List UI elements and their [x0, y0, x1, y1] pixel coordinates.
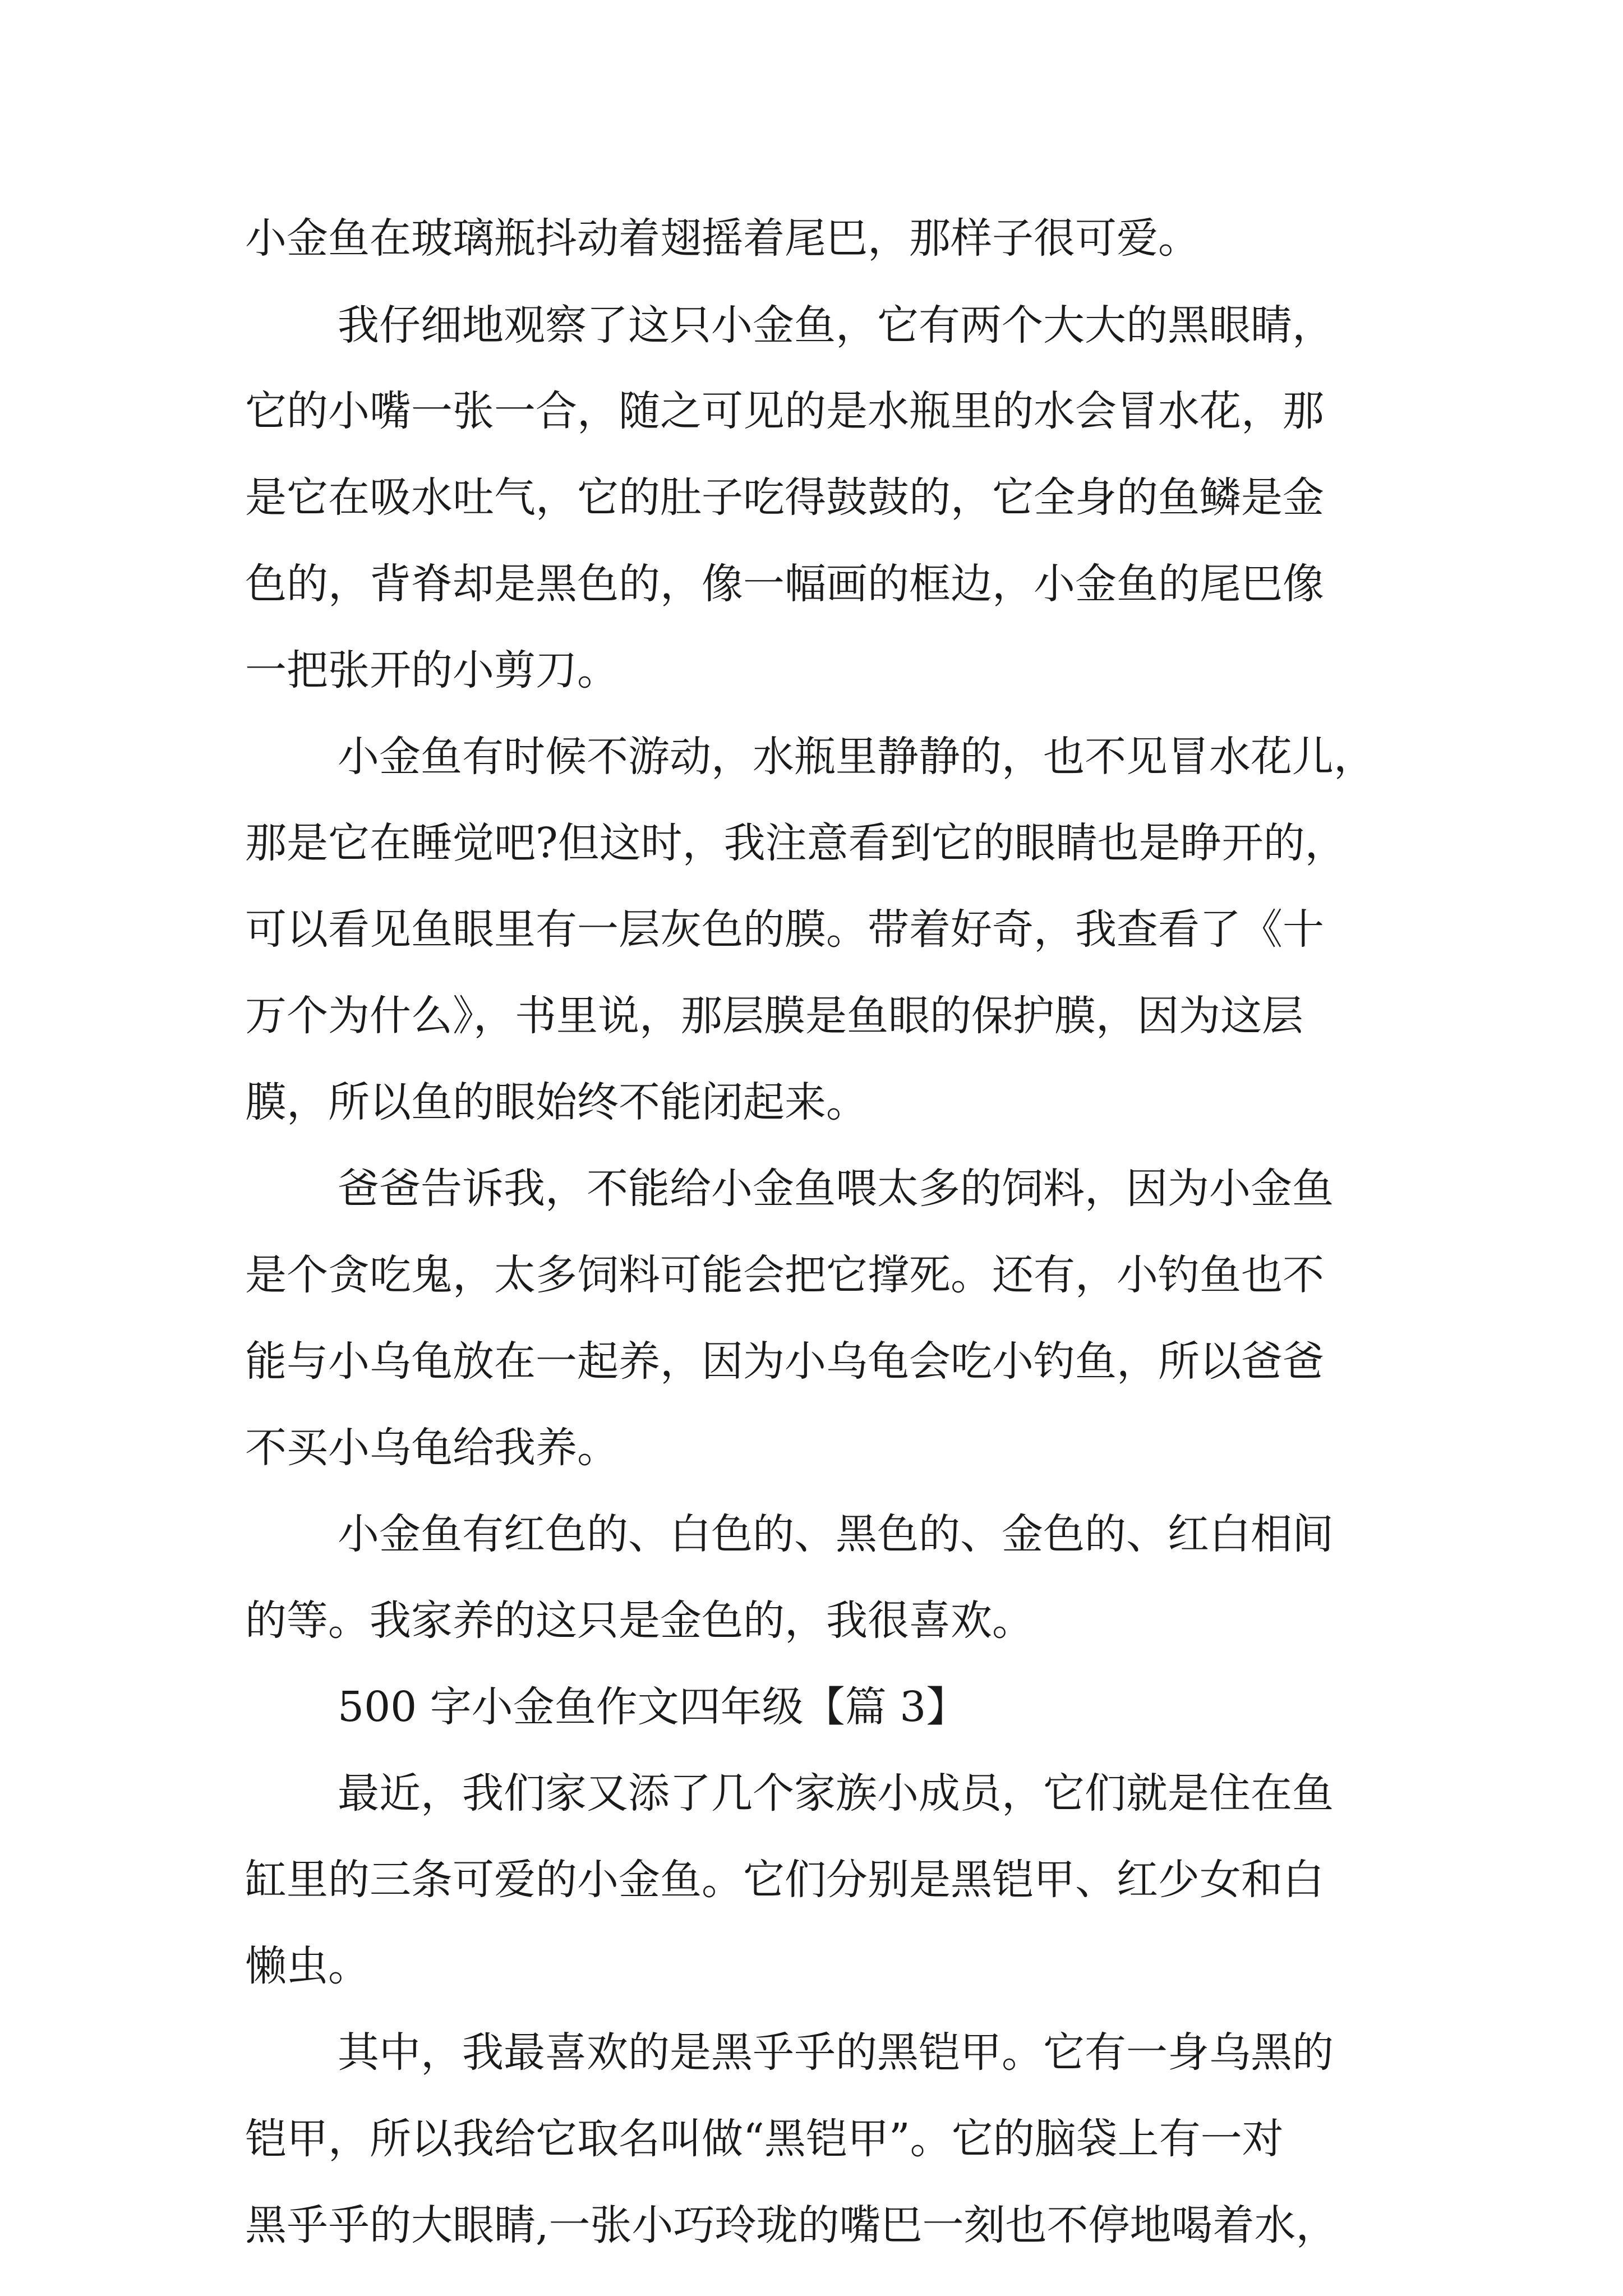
text-line-content: 那是它在睡觉吧?但这时，我注意看到它的眼睛也是睁开的， [245, 819, 1347, 867]
text-line [0, 1420, 1623, 1476]
text-line-content: 我仔细地观察了这只小金鱼，它有两个大大的黑眼睛， [338, 301, 1334, 349]
section-heading [0, 1679, 1623, 1735]
text-line [0, 988, 1623, 1044]
text-line [0, 1938, 1623, 1994]
text-line-content: 它的小嘴一张一合，随之可见的是水瓶里的水会冒水花，那 [245, 387, 1324, 435]
text-line [0, 1074, 1623, 1130]
text-line-content: 黑乎乎的大眼睛,一张小巧玲珑的嘴巴一刻也不停地喝着水， [245, 2201, 1338, 2249]
paragraph-first-line [0, 1765, 1623, 1821]
text-line [0, 383, 1623, 439]
text-line-content: 懒虫。 [245, 1942, 370, 1990]
text-line [0, 210, 1623, 266]
text-line-content: 是个贪吃鬼，太多饲料可能会把它撑死。还有，小钓鱼也不 [245, 1251, 1324, 1299]
text-line [0, 1333, 1623, 1389]
text-line-content: 铠甲，所以我给它取名叫做“黑铠甲”。它的脑袋上有一对 [245, 2115, 1284, 2163]
text-line [0, 815, 1623, 871]
section-heading-text: 500 字小金鱼作文四年级【篇 3】 [338, 1683, 968, 1731]
text-line-content: 爸爸告诉我，不能给小金鱼喂太多的饲料，因为小金鱼 [338, 1165, 1334, 1213]
text-line-content: 一把张开的小剪刀。 [245, 646, 619, 694]
text-line [0, 1247, 1623, 1303]
text-line-content: 的等。我家养的这只是金色的，我很喜欢。 [245, 1596, 1034, 1645]
text-line-content: 不买小乌龟给我养。 [245, 1424, 619, 1472]
text-line-content: 小金鱼有红色的、白色的、黑色的、金色的、红白相间 [338, 1510, 1334, 1558]
text-line-content: 能与小乌龟放在一起养，因为小乌龟会吃小钓鱼，所以爸爸 [245, 1337, 1324, 1386]
text-line-content: 是它在吸水吐气，它的肚子吃得鼓鼓的，它全身的鱼鳞是金 [245, 473, 1324, 522]
text-line [0, 901, 1623, 958]
text-line [0, 556, 1623, 612]
text-line [0, 642, 1623, 698]
text-line [0, 470, 1623, 526]
paragraph-first-line [0, 2024, 1623, 2081]
text-line-content: 万个为什么》，书里说，那层膜是鱼眼的保护膜，因为这层 [245, 992, 1303, 1040]
text-line-content: 缸里的三条可爱的小金鱼。它们分别是黑铠甲、红少女和白 [245, 1856, 1324, 1904]
text-line [0, 2197, 1623, 2253]
text-line-content: 可以看见鱼眼里有一层灰色的膜。带着好奇，我查看了《十 [245, 905, 1324, 954]
text-line-content: 小金鱼有时候不游动，水瓶里静静的，也不见冒水花儿， [338, 733, 1375, 781]
text-line [0, 2111, 1623, 2167]
paragraph-first-line [0, 1506, 1623, 1562]
text-line [0, 1852, 1623, 1908]
text-line-content: 最近，我们家又添了几个家族小成员，它们就是住在鱼 [338, 1769, 1334, 1818]
paragraph-first-line [0, 729, 1623, 785]
paragraph-first-line [0, 1161, 1623, 1217]
text-line-content: 色的，背脊却是黑色的，像一幅画的框边，小金鱼的尾巴像 [245, 560, 1324, 608]
text-line-content: 小金鱼在玻璃瓶抖动着翅摇着尾巴，那样子很可爱。 [245, 214, 1200, 263]
paragraph-first-line [0, 297, 1623, 353]
text-line-content: 其中，我最喜欢的是黑乎乎的黑铠甲。它有一身乌黑的 [338, 2028, 1334, 2077]
text-line-content: 膜，所以鱼的眼始终不能闭起来。 [245, 1078, 868, 1126]
text-line [0, 1593, 1623, 1649]
